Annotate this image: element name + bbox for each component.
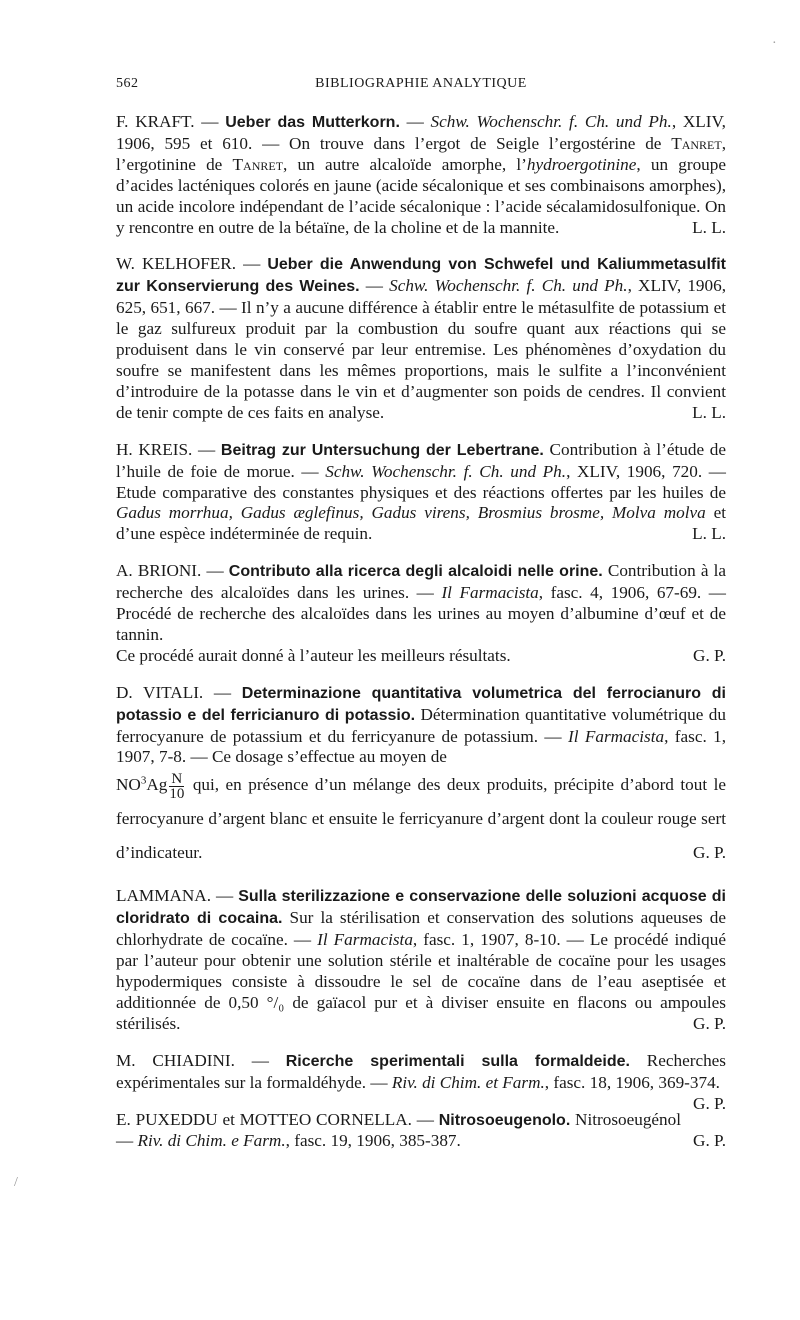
entry-kreis: H. KREIS. — Beitrag zur Untersuchung der Lebertrane. Contribution à l’étude de l’huile de foie de morue. — Schw. Wochenschr. f. Ch. und Ph., XLIV, 1906, 720. — Etude comparative des constantes physiques et des réactions offertes par les huiles de Gadus morrhua, Gadus æglefinus, Gadus virens, Brosmius brosme, Molva molva et d’une espèce indéterminée de requin. L. L. [116,439,727,544]
entry-author: LAMMANA. [116,886,212,906]
entry-source: Riv. di Chim. e Farm. [137,1131,286,1151]
entry-summary: , XLIV, 1906, 720. — Etude comparative des constantes physiques et des réactions offertes par les huiles de [116,461,726,502]
entry-summary: , fasc. 4, 1906, 67-69. — Procédé de recherche des alcaloïdes dans les urines au moyen d’albumine d’œuf et de tannin. [116,583,726,644]
entry-signature: G. P. [693,645,726,665]
formula-fraction [169,772,184,801]
entry-summary: , fasc. 1, 1907, 8-10. — Le procédé indiqué par l’auteur pour obtenir une solution stérile et inaltérable de cocaïne pour les usages hypodermiques consiste à dissoudre le sel de cocaïne dans de l’eau aseptisée et additionnée de 0,50 °/₀ de gaïacol pur et à diviser ensuite en flacons ou ampoules stérilisés. [116,930,727,1033]
entry-author: M. CHIADINI. [116,1050,235,1070]
entry-species: Gadus morrhua, Gadus æglefinus, Gadus virens, Brosmius brosme, Molva molva [116,503,706,523]
entry-summary: , un groupe d’acides lacténiques colorés en jaune (acide sécalonique et ses combinaisons amorphes), un acide incolore indépendant de l’acide sécalonique : l’acide sécalamidosulfonique. On y rencontre en outre de la bétaïne, de la choline et de la mannite. [116,154,726,237]
fraction-numerator: N [169,772,184,787]
entry-signature: L. L. [692,524,726,544]
entry-author: A. BRIONI. [116,561,202,581]
entry-signature: G. P. [693,1013,726,1033]
entry-text: , un autre alcaloïde amorphe, l’ [283,154,527,174]
entry-summary-end: et d’une espèce indéterminée de requin. [116,503,727,544]
entry-intro: Détermination quantitative volumétrique du ferrocyanure de potassium et du ferricyanure de potassium. — [116,704,726,746]
entry-title: Contributo alla ricerca degli alcaloidi nelle orine. [228,563,603,581]
entry-signature: L. L. [692,402,726,422]
entry-summary: , XLIV, 1906, 625, 651, 667. — Il n’y a aucune différence à établir entre le métasulfite de potassium et le gaz sulfureux produit par la combustion du soufre quant aux réactions qui se produisent dans le vin conservé par leur entremise. Les phénomènes d’oxydation du soufre se manifestent dans les mêmes proportions, mais le sulfite a l’inconvénient d’introduire de la potasse dans le vin et d’augmenter son poids de cendres. Il convient de tenir compte de ces faits en analyse. [116,276,726,422]
entry-text: , l’ergotinine de [116,133,726,174]
entry-author: F. KRAFT. [116,112,195,131]
running-head: BIBLIOGRAPHIE ANALYTIQUE [315,76,527,91]
entry-intro: Contribution à la recherche des alcaloïdes dans les urines. — [116,561,726,603]
entry-title: Ueber das Mutterkorn. [225,114,400,131]
entry-author: W. KELHOFER. [116,254,237,274]
page-number: 562 [116,76,139,91]
entry-brioni: A. BRIONI. — Contributo alla ricerca degli alcaloidi nelle orine. Contribution à la recherche des alcaloïdes dans les urines. — Il Farmacista, fasc. 4, 1906, 67-69. — Procédé de recherche des alcaloïdes dans les urines au moyen d’albumine d’œuf et de tannin. Ce procédé aurait donné à l’auteur les meilleurs résultats. G. P. [116,561,726,665]
entry-summary: , fasc. 19, 1906, 385-387. [285,1131,461,1151]
page-header [116,76,726,100]
entry-author: E. PUXEDDU et MOTTEO CORNELLA. [116,1109,412,1129]
entry-source: Il Farmacista [441,583,539,603]
entry-source: Schw. Wochenschr. f. Ch. und Ph. [430,112,672,131]
entry-title: Ricerche sperimentali sulla formaldeide. [285,1052,630,1070]
entry-puxeddu: E. PUXEDDU et MOTTEO CORNELLA. — Nitrosoeugenolo. Nitrosoeugénol — Riv. di Chim. e Farm., fasc. 19, 1906, 385-387. G. P. [116,1109,726,1151]
bibliography-content [116,112,726,1168]
entry-source: Schw. Wochenschr. f. Ch. und Ph. [325,461,567,481]
entry-summary: , fasc. 1, 1907, 7-8. — Ce dosage s’effectue au moyen de [116,726,727,767]
entry-intro: Contribution à l’étude de l’huile de foie de morue. — [116,439,727,481]
entry-source: Il Farmacista [568,726,665,746]
entry-source: Schw. Wochenschr. f. Ch. und Ph. [389,276,628,296]
entry-kelhofer: W. KELHOFER. — Ueber die Anwendung von Schwefel und Kaliummetasulfit zur Konservierung des Weines. — Schw. Wochenschr. f. Ch. und Ph., XLIV, 1906, 625, 651, 667. — Il n’y a aucune différence à établir entre le métasulfite de potassium et le gaz sulfureux produit par la combustion du soufre quant aux réactions qui se produisent dans le vin conservé par leur entremise. Les phénomènes d’oxydation du soufre se manifestent dans les mêmes proportions, mais le sulfite a l’inconvénient d’introduire de la potasse dans le vin et d’augmenter son poids de cendres. Il convient de tenir compte de ces faits en analyse. L. L. [116,254,726,422]
entry-name: Tanret [671,133,722,153]
entry-lammana: LAMMANA. — Sulla sterilizzazione e conservazione delle soluzioni acquose di cloridrato di cocaina. Sur la stérilisation et conservation des solutions aqueuses de chlorhydrate de cocaïne. — Il Farmacista, fasc. 1, 1907, 8-10. — Le procédé indiqué par l’auteur pour obtenir une solution stérile et inaltérable de cocaïne pour les usages hypodermiques consiste à dissoudre le sel de cocaïne dans de l’eau aseptisée et additionnée de 0,50 °/₀ de gaïacol pur et à diviser ensuite en flacons ou ampoules stérilisés. G. P. [116,886,727,1033]
entry-summary: , fasc. 18, 1906, 369-374. [544,1072,720,1092]
entry-title: Nitrosoeugenolo. [438,1111,571,1129]
entry-intro: Nitrosoeugénol — [116,1109,682,1151]
entry-term: hydroergotinine [526,154,637,174]
margin-speck: · [772,36,777,51]
entry-reference: , XLIV, 1906, 595 et 610. — On trouve dans l’ergot de Seigle l’ergostérine de [116,112,726,153]
entry-vitali: D. VITALI. — Determinazione quantitativa volumetrica del ferrocianuro di potassio e del ferricianuro di potassio. Détermination quantitative volumétrique du ferrocyanure de potassium et du ferricyanure de potassium. — Il Farmacista, fasc. 1, 1907, 7-8. — Ce dosage s’effectue au moyen de $NO^3Ag$ $\frac{N}{10}$ qui, en présence d’un mélange des deux produits, précipite d’abord tout le ferrocyanure d’argent blanc et ensuite le ferricyanure d’argent dont la couleur rouge sert d’indicateur. G. P. [116,683,726,871]
entry-source: Il Farmacista [317,930,413,950]
entry-signature: L. L. [692,217,726,237]
entry-title: Sulla sterilizzazione e conservazione delle soluzioni acquose di cloridrato di cocaina. [116,888,726,928]
entry-name: Tanret [232,154,284,174]
entry-summary-end: qui, en présence d’un mélange des deux produits, précipite d’abord tout le ferrocyanure d’argent blanc et ensuite le ferricyanure d’argent dont la couleur rouge sert d’indicateur. [116,775,726,863]
entry-intro: Recherches expérimentales sur la formaldéhyde. — [116,1050,726,1092]
entry-intro: Sur la stérilisation et conservation des solutions aqueuses de chlorhydrate de cocaïne. — [116,908,726,950]
formula-element: Ag [146,775,168,795]
entry-signature: G. P. [693,843,726,863]
formula-superscript: 3 [140,774,147,787]
margin-speck: / [14,1175,18,1190]
entry-conclusion: Ce procédé aurait donné à l’auteur les meilleurs résultats. [116,645,511,665]
entry-signature: G. P. [693,1093,726,1113]
fraction-denominator: 10 [169,785,185,802]
entry-signature: G. P. [693,1131,726,1151]
formula [116,770,186,802]
entry-title: Ueber die Anwendung von Schwefel und Kaliummetasulfit zur Konservierung des Weines. [116,256,726,296]
entry-title: Determinazione quantitativa volumetrica del ferrocianuro di potassio e del ferricianuro di potassio. [116,684,727,724]
entry-chiadini: M. CHIADINI. — Ricerche sperimentali sulla formaldeide. Recherches expérimentales sur la formaldéhyde. — Riv. di Chim. et Farm., fasc. 18, 1906, 369-374. G. P. [116,1050,726,1113]
entry-author: D. VITALI. [116,682,204,702]
formula-base: NO [116,775,141,795]
entry-source: Riv. di Chim. et Farm. [391,1072,545,1092]
entry-title: Beitrag zur Untersuchung der Lebertrane. [220,441,544,459]
entry-kraft: F. KRAFT. — Ueber das Mutterkorn. — Schw. Wochenschr. f. Ch. und Ph., XLIV, 1906, 595 et 610. — On trouve dans l’ergot de Seigle l’ergostérine de Tanret, l’ergotinine de Tanret, un autre alcaloïde amorphe, l’hydroergotinine, un groupe d’acides lacténiques colorés en jaune (acide sécalonique et ses combinaisons amorphes), un acide incolore indépendant de l’acide sécalonique : l’acide sécalamidosulfonique. On y rencontre en outre de la bétaïne, de la choline et de la mannite. L. L. [116,112,726,237]
entry-author: H. KREIS. [116,439,193,459]
